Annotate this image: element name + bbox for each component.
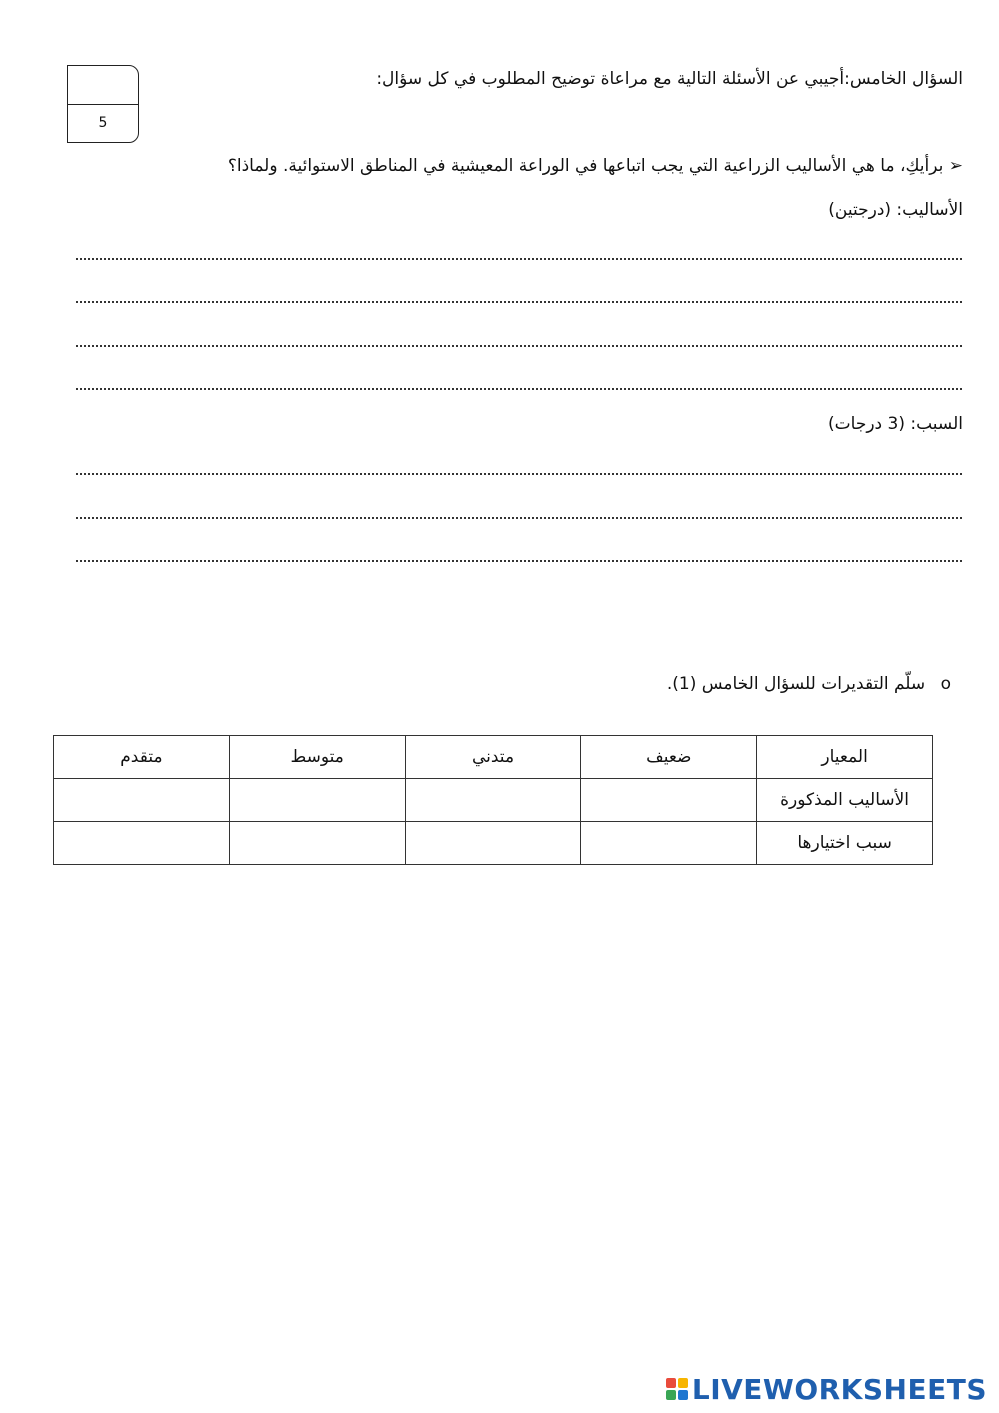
rubric-cell[interactable] <box>581 779 757 822</box>
rubric-title-text: سلّم التقديرات للسؤال الخامس (1). <box>666 674 926 694</box>
logo-square <box>666 1390 676 1400</box>
rubric-cell[interactable] <box>405 779 581 822</box>
logo-square <box>666 1378 676 1388</box>
logo-square <box>678 1390 688 1400</box>
methods-answer-line-4[interactable] <box>76 388 962 390</box>
rubric-cell[interactable] <box>229 822 405 865</box>
methods-answer-line-1[interactable] <box>76 258 962 260</box>
table-row <box>54 779 933 822</box>
rubric-criterion-methods: الأساليب المذكورة <box>757 779 933 822</box>
reason-answer-line-2[interactable] <box>76 517 962 519</box>
logo-text: LIVEWORKSHEETS <box>691 1372 987 1406</box>
question-heading: السؤال الخامس:أجيبي عن الأسئلة التالية مع مراعاة توضيح المطلوب في كل سؤال: <box>376 69 963 89</box>
logo-mark-icon <box>666 1378 688 1400</box>
rubric-header-low: متدني <box>405 736 581 779</box>
reason-answer-line-3[interactable] <box>76 560 962 562</box>
methods-answer-line-3[interactable] <box>76 345 962 347</box>
reason-answer-line-1[interactable] <box>76 473 962 475</box>
circle-bullet-icon: o <box>940 674 951 694</box>
rubric-cell[interactable] <box>54 779 230 822</box>
rubric-title <box>667 674 951 694</box>
rubric-header-advanced: متقدم <box>54 736 230 779</box>
arrow-bullet-icon: ➢ <box>948 156 963 176</box>
rubric-header-medium: متوسط <box>229 736 405 779</box>
rubric-table <box>53 735 933 865</box>
score-box <box>67 65 139 143</box>
question-text: برأيكِ، ما هي الأساليب الزراعية التي يجب اتباعها في الوراعة المعيشية في المناطق الاستوائية. ولماذا؟ <box>227 156 944 176</box>
rubric-cell[interactable] <box>581 822 757 865</box>
liveworksheets-logo <box>666 1372 987 1406</box>
rubric-header-criterion: المعيار <box>757 736 933 779</box>
score-box-divider <box>68 104 138 105</box>
reason-label: السبب: (3 درجات) <box>828 414 963 434</box>
rubric-header-row <box>54 736 933 779</box>
rubric-cell[interactable] <box>229 779 405 822</box>
methods-label: الأساليب: (درجتين) <box>828 200 963 220</box>
logo-square <box>678 1378 688 1388</box>
question-line <box>228 156 963 176</box>
rubric-header-weak: ضعيف <box>581 736 757 779</box>
methods-answer-line-2[interactable] <box>76 301 962 303</box>
score-value: 5 <box>98 115 108 131</box>
table-row <box>54 822 933 865</box>
rubric-cell[interactable] <box>405 822 581 865</box>
rubric-cell[interactable] <box>54 822 230 865</box>
rubric-criterion-reason: سبب اختيارها <box>757 822 933 865</box>
